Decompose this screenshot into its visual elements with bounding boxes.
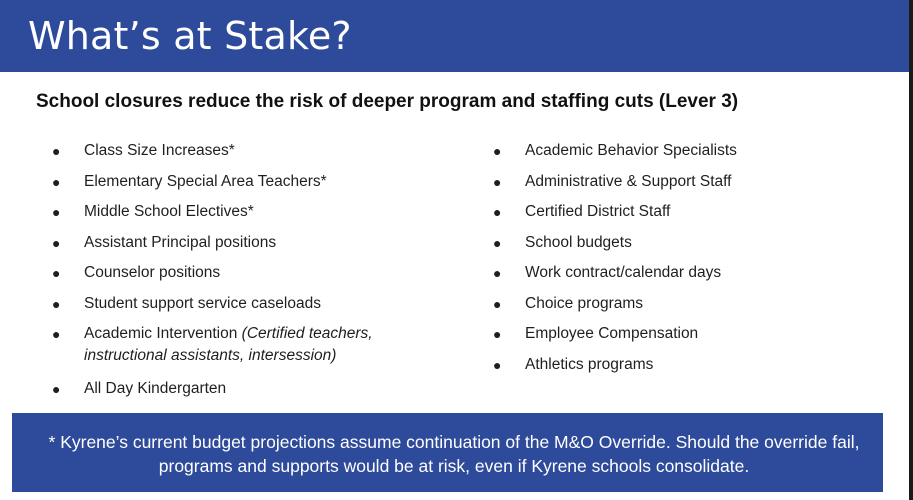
- bullet-icon: ●: [493, 234, 502, 251]
- bullet-icon: ●: [52, 381, 61, 397]
- list-item: ● Administrative & Support Staff: [493, 171, 873, 193]
- list-item: ● Employee Compensation: [493, 323, 873, 345]
- bullet-icon: ●: [493, 295, 502, 312]
- bullet-icon: ●: [52, 265, 61, 281]
- list-item: ● Middle School Electives*: [52, 201, 452, 223]
- right-bullet-list: [493, 140, 873, 384]
- bullet-icon: ●: [493, 173, 502, 190]
- list-item: ● Assistant Principal positions: [52, 232, 452, 254]
- slide-subtitle: School closures reduce the risk of deeper program and staffing cuts (Lever 3): [36, 91, 739, 112]
- list-item: ● Academic Intervention (Certified teachers, instructional assistants, intersession): [52, 325, 373, 364]
- bullet-icon: ●: [52, 173, 61, 190]
- slide-title: What’s at Stake?: [28, 14, 352, 58]
- list-item: ● Elementary Special Area Teachers*: [52, 171, 452, 193]
- bullet-icon: ●: [52, 234, 61, 251]
- bullet-icon: ●: [493, 356, 502, 373]
- title-bar: [0, 0, 909, 72]
- bullet-icon: ●: [52, 143, 61, 159]
- list-item: ● Counselor positions: [52, 262, 452, 284]
- bullet-icon: ●: [52, 326, 61, 342]
- list-item: ● Student support service caseloads: [52, 293, 452, 315]
- left-bullet-list: [52, 140, 452, 409]
- list-item: ● Class Size Increases*: [52, 140, 452, 162]
- bullet-icon: ●: [493, 326, 502, 342]
- bullet-icon: ●: [52, 204, 61, 220]
- list-item: ● Work contract/calendar days: [493, 262, 873, 284]
- list-item: ● Certified District Staff: [493, 201, 873, 223]
- bullet-icon: ●: [52, 295, 61, 312]
- bullet-icon: ●: [493, 204, 502, 220]
- list-item: ● School budgets: [493, 232, 873, 254]
- list-item: ● Academic Behavior Specialists: [493, 140, 873, 162]
- list-item: ● Athletics programs: [493, 354, 873, 376]
- bullet-icon: ●: [493, 265, 502, 281]
- list-item: ● Choice programs: [493, 293, 873, 315]
- footnote-text: * Kyrene’s current budget projections assume continuation of the M&O Override. Should the override fail, programs and supports would be at risk, even if Kyrene schools consolidate.: [48, 432, 860, 476]
- bullet-icon: ●: [493, 143, 502, 159]
- footnote-banner: [12, 413, 883, 492]
- list-item-note: (Certified teachers, instructional assistants, intersession): [84, 325, 373, 364]
- list-item: ● All Day Kindergarten: [52, 378, 452, 400]
